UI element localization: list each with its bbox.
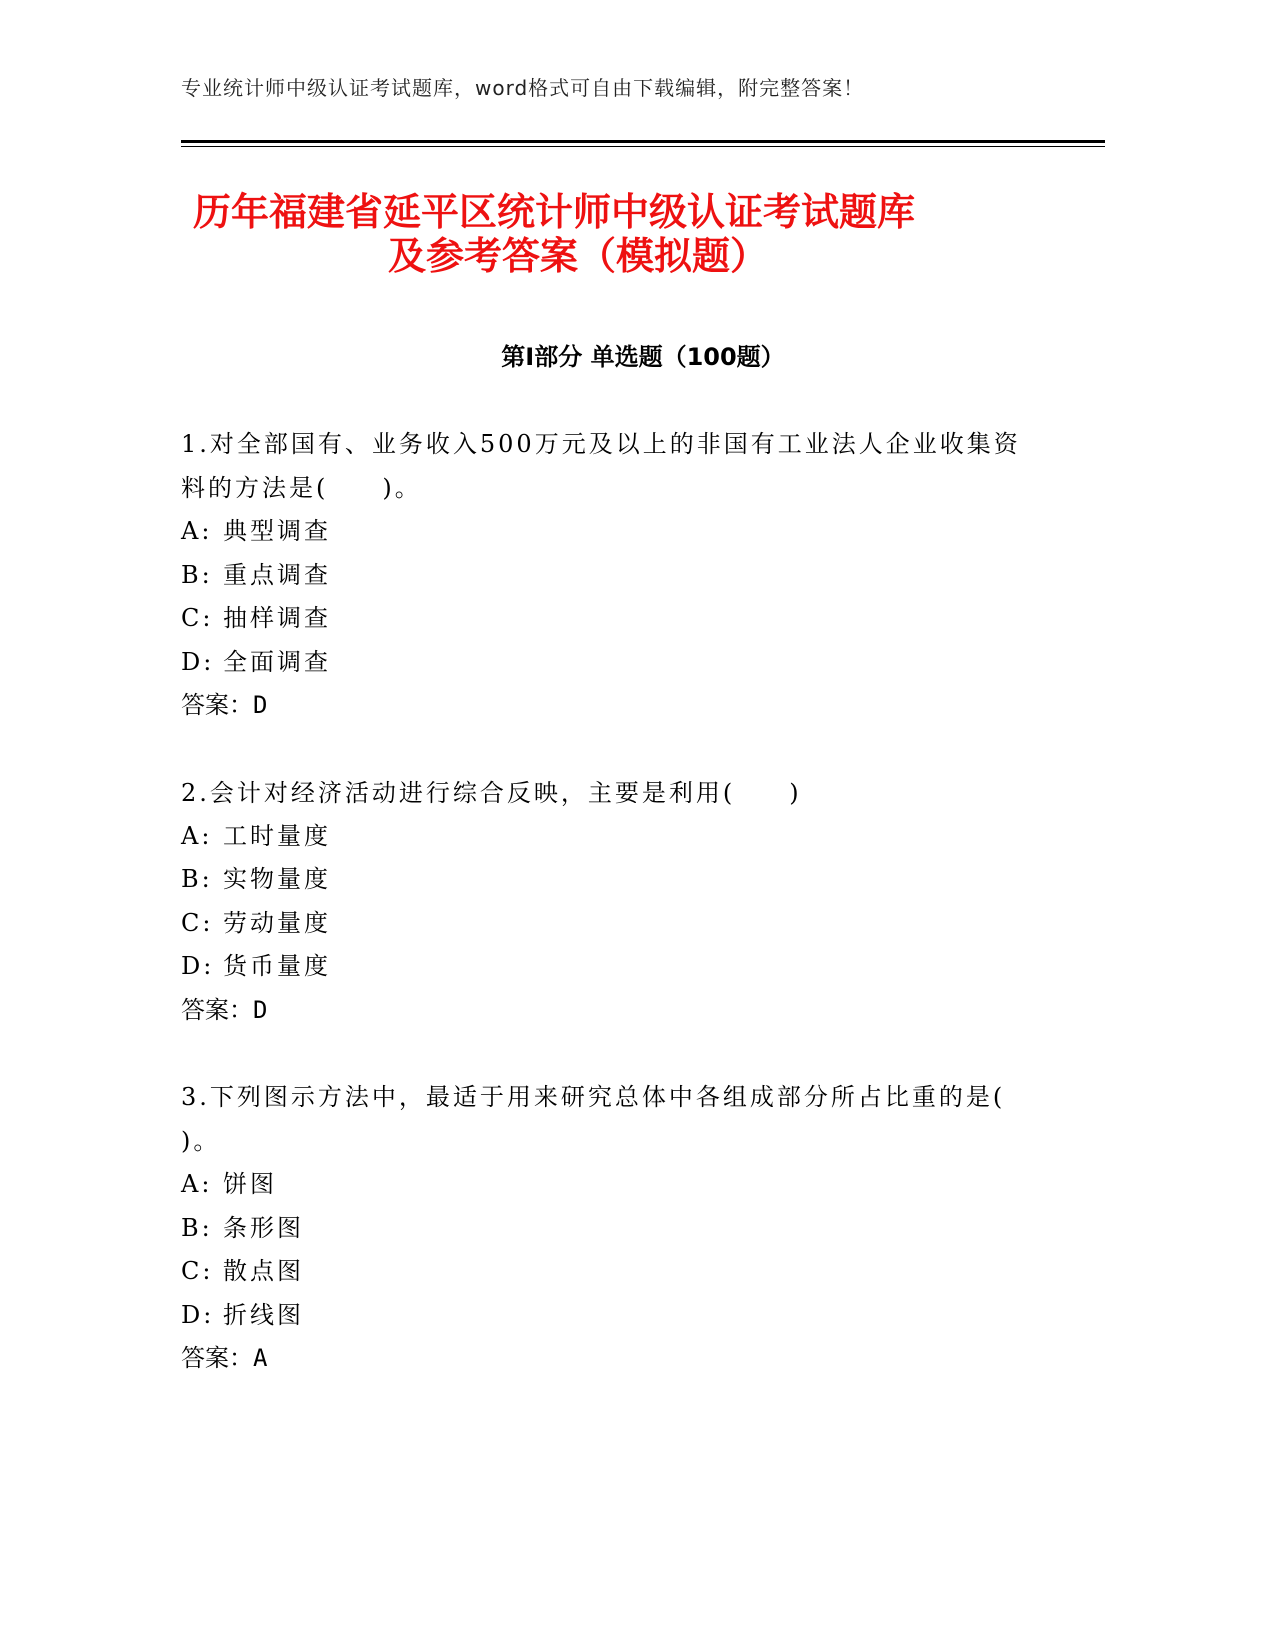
option-c <box>181 1250 1021 1294</box>
option-text: 货币量度 <box>223 952 331 980</box>
option-d <box>181 641 1021 685</box>
option-text: 折线图 <box>223 1300 304 1329</box>
question-2 <box>181 771 1021 1033</box>
option-d <box>181 1294 1021 1338</box>
option-letter: D: <box>181 1300 215 1329</box>
answer-label: 答案： <box>181 1344 253 1372</box>
answer-line <box>181 989 1021 1033</box>
header-rule-thick <box>181 140 1105 143</box>
option-letter: B: <box>181 865 213 893</box>
document-title-line-2: 及参考答案（模拟题） <box>388 234 769 278</box>
option-text: 散点图 <box>223 1257 304 1285</box>
question-1 <box>181 422 1021 728</box>
option-letter: D: <box>181 647 215 676</box>
answer-value: A <box>253 1344 268 1372</box>
option-letter: C: <box>181 908 214 937</box>
option-letter: C: <box>181 604 214 632</box>
option-text: 饼图 <box>223 1170 277 1198</box>
option-b <box>181 858 1021 902</box>
answer-label: 答案： <box>181 995 253 1024</box>
option-text: 工时量度 <box>223 821 331 850</box>
answer-value: D <box>253 691 268 719</box>
document-title <box>181 190 1105 278</box>
question-stem: 2.会计对经济活动进行综合反映，主要是利用( ) <box>181 778 802 807</box>
option-a <box>181 1163 1021 1207</box>
option-b <box>181 1207 1021 1251</box>
option-letter: A: <box>181 821 213 850</box>
option-letter: B: <box>181 560 213 589</box>
option-a <box>181 510 1021 554</box>
option-letter: A: <box>181 1170 213 1198</box>
option-d <box>181 945 1021 989</box>
page-header: 专业统计师中级认证考试题库，word格式可自由下载编辑，附完整答案！ <box>181 76 865 100</box>
question-list <box>181 422 1087 1424</box>
question-stem: 3.下列图示方法中，最适于用来研究总体中各组成部分所占比重的是( )。 <box>181 1083 1087 1155</box>
option-a <box>181 815 1021 859</box>
option-text: 实物量度 <box>223 865 331 893</box>
option-c <box>181 902 1021 946</box>
header-rule-thin <box>181 146 1105 147</box>
option-text: 条形图 <box>223 1213 304 1242</box>
answer-line <box>181 684 1021 728</box>
option-letter: D: <box>181 952 215 980</box>
option-c <box>181 597 1021 641</box>
answer-value: D <box>253 995 268 1024</box>
answer-label: 答案： <box>181 691 253 719</box>
option-letter: B: <box>181 1213 213 1242</box>
question-3 <box>181 1075 1087 1381</box>
question-stem: 1.对全部国有、业务收入500万元及以上的非国有工业法人企业收集资料的方法是( )。 <box>181 430 1021 502</box>
section-heading: 第Ⅰ部分 单选题（100题） <box>501 343 785 371</box>
option-letter: A: <box>181 517 213 545</box>
option-text: 典型调查 <box>223 517 331 545</box>
option-letter: C: <box>181 1257 214 1285</box>
document-title-line-1: 历年福建省延平区统计师中级认证考试题库 <box>193 190 916 234</box>
option-text: 全面调查 <box>223 647 331 676</box>
option-text: 抽样调查 <box>223 604 331 632</box>
answer-line <box>181 1337 1021 1381</box>
option-b <box>181 554 1021 598</box>
option-text: 重点调查 <box>223 560 331 589</box>
option-text: 劳动量度 <box>223 908 331 937</box>
